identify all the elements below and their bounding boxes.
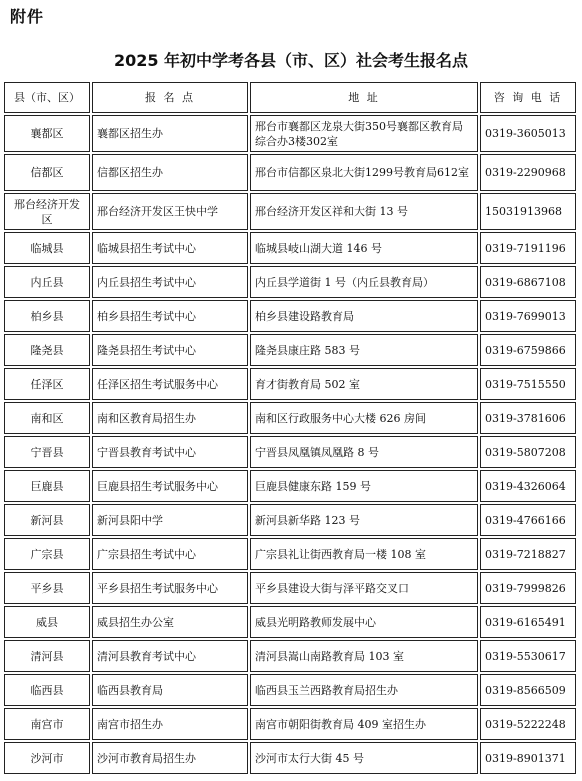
table-body (4, 115, 576, 774)
cell-registration-point: 广宗县招生考试中心 (92, 538, 248, 570)
document-title: 2025 年初中学考各县（市、区）社会考生报名点 (113, 51, 469, 70)
cell-address: 平乡县建设大街与泽平路交叉口 (250, 572, 478, 604)
cell-county: 巨鹿县 (4, 470, 90, 502)
cell-registration-point: 宁晋县教育考试中心 (92, 436, 248, 468)
cell-county: 平乡县 (4, 572, 90, 604)
cell-registration-point: 巨鹿县招生考试服务中心 (92, 470, 248, 502)
cell-phone: 0319-6867108 (480, 266, 576, 298)
cell-county: 任泽区 (4, 368, 90, 400)
cell-address: 邢台市信都区泉北大街1299号教育局612室 (250, 154, 478, 191)
table-row (4, 504, 576, 536)
table-row (4, 640, 576, 672)
table-row (4, 572, 576, 604)
cell-phone: 0319-7699013 (480, 300, 576, 332)
cell-address: 清河县嵩山南路教育局 103 室 (250, 640, 478, 672)
cell-registration-point: 威县招生办公室 (92, 606, 248, 638)
table-row (4, 674, 576, 706)
cell-address: 邢台市襄都区龙泉大街350号襄都区教育局综合办3楼302室 (250, 115, 478, 152)
cell-phone: 0319-2290968 (480, 154, 576, 191)
cell-phone: 0319-4326064 (480, 470, 576, 502)
cell-county: 威县 (4, 606, 90, 638)
cell-address: 南和区行政服务中心大楼 626 房间 (250, 402, 478, 434)
attachment-label: 附件 (10, 7, 45, 26)
cell-address: 南宫市朝阳街教育局 409 室招生办 (250, 708, 478, 740)
cell-registration-point: 沙河市教育局招生办 (92, 742, 248, 774)
cell-county: 南宫市 (4, 708, 90, 740)
cell-address: 隆尧县康庄路 583 号 (250, 334, 478, 366)
cell-county: 隆尧县 (4, 334, 90, 366)
header-address: 地 址 (250, 82, 478, 113)
cell-registration-point: 信都区招生办 (92, 154, 248, 191)
cell-registration-point: 平乡县招生考试服务中心 (92, 572, 248, 604)
table-row (4, 115, 576, 152)
cell-registration-point: 临西县教育局 (92, 674, 248, 706)
cell-address: 新河县新华路 123 号 (250, 504, 478, 536)
cell-registration-point: 新河县阳中学 (92, 504, 248, 536)
table-header-row (4, 82, 576, 113)
cell-address: 内丘县学道街 1 号（内丘县教育局） (250, 266, 478, 298)
registration-table (2, 80, 578, 776)
cell-phone: 0319-7515550 (480, 368, 576, 400)
cell-registration-point: 邢台经济开发区王快中学 (92, 193, 248, 230)
cell-phone: 0319-6165491 (480, 606, 576, 638)
cell-phone: 0319-7999826 (480, 572, 576, 604)
header-phone: 咨 询 电 话 (480, 82, 576, 113)
cell-phone: 0319-8566509 (480, 674, 576, 706)
cell-address: 临西县玉兰西路教育局招生办 (250, 674, 478, 706)
cell-address: 临城县岐山湖大道 146 号 (250, 232, 478, 264)
cell-phone: 0319-4766166 (480, 504, 576, 536)
cell-county: 邢台经济开发区 (4, 193, 90, 230)
cell-phone: 0319-6759866 (480, 334, 576, 366)
header-county: 县（市、区） (4, 82, 90, 113)
cell-county: 内丘县 (4, 266, 90, 298)
header-registration-point: 报 名 点 (92, 82, 248, 113)
cell-registration-point: 清河县教育考试中心 (92, 640, 248, 672)
cell-phone: 0319-5222248 (480, 708, 576, 740)
cell-address: 育才街教育局 502 室 (250, 368, 478, 400)
cell-registration-point: 临城县招生考试中心 (92, 232, 248, 264)
cell-phone: 0319-8901371 (480, 742, 576, 774)
table-row (4, 470, 576, 502)
cell-phone: 0319-7191196 (480, 232, 576, 264)
table-row (4, 193, 576, 230)
cell-county: 宁晋县 (4, 436, 90, 468)
table-row (4, 266, 576, 298)
cell-address: 邢台经济开发区祥和大街 13 号 (250, 193, 478, 230)
cell-phone: 0319-5530617 (480, 640, 576, 672)
table-row (4, 538, 576, 570)
table-row (4, 300, 576, 332)
cell-address: 沙河市太行大街 45 号 (250, 742, 478, 774)
cell-registration-point: 南和区教育局招生办 (92, 402, 248, 434)
cell-registration-point: 内丘县招生考试中心 (92, 266, 248, 298)
cell-county: 南和区 (4, 402, 90, 434)
table-row (4, 232, 576, 264)
cell-phone: 15031913968 (480, 193, 576, 230)
table-row (4, 436, 576, 468)
cell-county: 襄都区 (4, 115, 90, 152)
table-row (4, 334, 576, 366)
cell-address: 柏乡县建设路教育局 (250, 300, 478, 332)
cell-county: 清河县 (4, 640, 90, 672)
cell-phone: 0319-5807208 (480, 436, 576, 468)
cell-address: 广宗县礼让街西教育局一楼 108 室 (250, 538, 478, 570)
cell-address: 巨鹿县健康东路 159 号 (250, 470, 478, 502)
table-row (4, 742, 576, 774)
cell-county: 广宗县 (4, 538, 90, 570)
cell-registration-point: 隆尧县招生考试中心 (92, 334, 248, 366)
cell-phone: 0319-7218827 (480, 538, 576, 570)
cell-registration-point: 襄都区招生办 (92, 115, 248, 152)
cell-county: 沙河市 (4, 742, 90, 774)
cell-phone: 0319-3781606 (480, 402, 576, 434)
cell-phone: 0319-3605013 (480, 115, 576, 152)
cell-address: 威县光明路教师发展中心 (250, 606, 478, 638)
cell-address: 宁晋县凤凰镇凤凰路 8 号 (250, 436, 478, 468)
cell-county: 新河县 (4, 504, 90, 536)
table-row (4, 708, 576, 740)
table-row (4, 402, 576, 434)
cell-county: 临西县 (4, 674, 90, 706)
cell-county: 信都区 (4, 154, 90, 191)
table-row (4, 154, 576, 191)
cell-registration-point: 任泽区招生考试服务中心 (92, 368, 248, 400)
cell-county: 柏乡县 (4, 300, 90, 332)
table-row (4, 368, 576, 400)
table-row (4, 606, 576, 638)
cell-registration-point: 柏乡县招生考试中心 (92, 300, 248, 332)
cell-registration-point: 南宫市招生办 (92, 708, 248, 740)
cell-county: 临城县 (4, 232, 90, 264)
